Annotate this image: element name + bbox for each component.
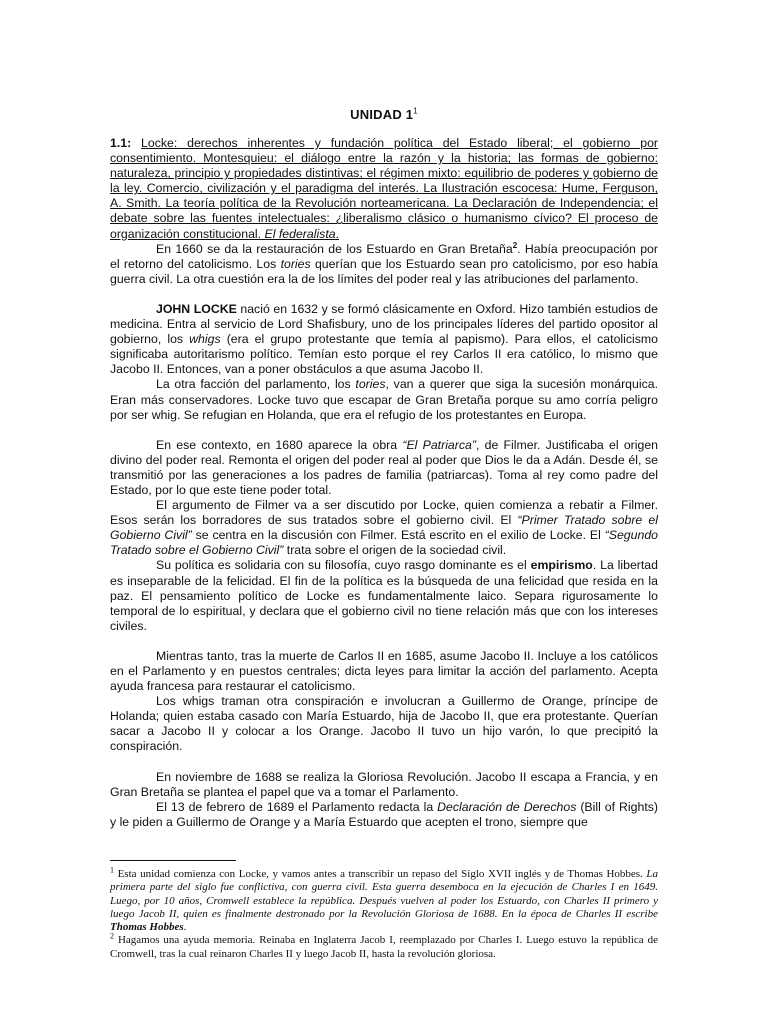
paragraph-john-locke [110,302,658,377]
p2-text-a: nació en 1632 y se formó clásicamente en Oxford. Hizo también estudios de medicina. Entra al servicio de Lord Shafisbury, uno de los principales líderes del partido opositor al gobierno, los [110,301,658,347]
footnote-2 [110,931,658,961]
p5-text-b: se centra en la discusión con Filmer. Está escrito en el exilio de Locke. El [191,528,605,543]
p1-italic-tories: tories [280,256,311,271]
paragraph-bill-of-rights [110,800,658,830]
p5-text-c: trata sobre el origen de la sociedad civil. [283,543,507,558]
footnote-2-text: Hagamos una ayuda memoria. Reinaba en Inglaterra Jacob I, reemplazado por Charles I. Luego estuvo la república de Cromwell, tras la cual reinaron Charles II y luego Jacob II, hasta la revolución gloriosa. [110,934,658,960]
paragraph-jacobo-ii: Mientras tanto, tras la muerte de Carlos II en 1685, asume Jacobo II. Incluye a los católicos en el Parlamento y en puestos centrales; dicta leyes para limitar la acción del parlamento. Acepta ayuda francesa para restaurar el catolicismo. [110,648,658,694]
footnote-1-italic: La primera parte del siglo fue conflictiva, con guerra civil. Esta guerra desemboca en la ejecución de Charles I en 1649. Luego, por 10 años, Cromwell establece la república. Después vuelven al poder los Estuardo, con Charles II primero y luego Jacob II, quien es finalmente destronado por la Revolución Gloriosa de 1688. En la época de Charles II escribe [110,868,658,920]
p5-text-a: El argumento de Filmer va a ser discutido por Locke, quien comienza a rebatir a Filmer. Esos serán los borradores de sus tratados sobre el gobierno civil. El [110,498,658,528]
p2-italic-whigs: whigs [189,332,221,347]
paragraph-restoration [110,242,658,287]
title-footnote-ref[interactable]: 1 [413,106,418,116]
p1-text-a: En 1660 se da la restauración de los Estuardo en Gran Bretaña [156,241,513,256]
footnote-ref-2[interactable]: 2 [512,240,518,250]
paragraph-glorious-revolution: En noviembre de 1688 se realiza la Gloriosa Revolución. Jacobo II escapa a Francia, y en Gran Bretaña se plantea el papel que va a tomar el Parlamento. [110,769,658,799]
p1-text-b: . Había preocupación por el retorno del catolicismo. Los [110,241,658,271]
section-topics [110,136,658,241]
footnote-1-marker: 1 [110,865,114,875]
paragraph-gap [110,423,658,438]
section-heading [110,136,658,242]
p2-text-b: (era el grupo protestante que temía al papismo). Para ellos, el catolicismo significaba autoritarismo político. Temían esto porque el rey Carlos II era católico, lo mismo que Jacobo II. Entonces, van a poner obstáculos a que asuma Jacobo II. [110,332,658,377]
section-number: 1.1: [110,136,132,150]
p6-text-a: Su política es solidaria con su filosofía, cuyo rasgo dominante es el [156,558,531,573]
paragraph-tories [110,377,658,422]
p3-italic-tories: tories [355,377,386,392]
section-topics-end: . [335,226,340,241]
p3-text-a: La otra facción del parlamento, los [156,377,356,392]
p10-text-b: (Bill of Rights) y le piden a Guillermo de Orange y a María Estuardo que acepten el trono, siempre que [110,799,658,829]
paragraph-filmer [110,438,658,498]
footnote-1 [110,865,658,934]
footnote-divider [110,860,236,861]
footnote-1-end: . [183,921,187,934]
p5-italic-segundo-tratado: “Segundo Tratado sobre el Gobierno Civil” [110,528,659,558]
section-topics-italic: El federalista [264,226,336,241]
john-locke-name: JOHN LOCKE [156,301,237,316]
section-topics-text: Locke: derechos inherentes y fundación política del Estado liberal; el gobierno por consentimiento. Montesquieu: el diálogo entre la razón y la historia; las formas de gobierno: naturaleza, principio y propiedades distintivas; el régimen mixto: equilibrio de poderes y gobierno de la ley. Comercio, civilización y el paradigma del interés. La Ilustración escocesa: Hume, Ferguson, A. Smith. La teoría política de la Revolución norteamericana. La Declaración de Independencia; el debate sobre las fuentes intelectuales: ¿liberalismo clásico o humanismo cívico? El proceso de organización constitucional. [110,136,659,241]
page-title [0,107,768,122]
document-body [110,136,658,830]
p4-text-b: , de Filmer. Justificaba el origen divino del poder real. Remonta el origen del poder real al poder que Dios le da a Adán. Desde él, se transmitió por las generaciones a los padres de familia (patriarcas). Toma al rey como padre del Estado, por lo que este tiene poder total. [110,437,659,497]
p1-text-c: querían que los Estuardo sean pro catolicismo, por eso había guerra civil. La otra cuestión era la de los límites del poder real y las atribuciones del parlamento. [110,256,658,286]
p10-italic-declaracion: Declaración de Derechos [437,799,577,814]
p6-bold-empirismo: empirismo [530,558,593,573]
p4-italic-patriarca: “El Patriarca” [402,437,476,452]
title-text: UNIDAD 1 [350,107,414,122]
footnote-1-text: Esta unidad comienza con Locke, y vamos antes a transcribir un repaso del Siglo XVII inglés y de Thomas Hobbes. [114,868,647,880]
p10-text-a: El 13 de febrero de 1689 el Parlamento redacta la [156,799,438,814]
p4-text-a: En ese contexto, en 1680 aparece la obra [156,437,403,452]
footnote-2-marker: 2 [110,931,114,941]
paragraph-empiricism [110,558,658,633]
p6-text-b: . La libertad es inseparable de la felicidad. El fin de la política es la búsqueda de una felicidad que resida en la paz. El pensamiento político de Locke es fundamentalmente laico. Separa rigurosamente lo temporal de lo espiritual, y declara que el gobierno civil no tiene relación más que con los intereses civiles. [110,558,658,633]
footnotes [110,865,658,961]
footnote-1-hobbes: Thomas Hobbes [110,921,184,934]
paragraph-treatises [110,498,658,558]
p5-italic-primer-tratado: “Primer Tratado sobre el Gobierno Civil” [110,513,658,543]
paragraph-whigs-conspiracy: Los whigs traman otra conspiración e involucran a Guillermo de Orange, príncipe de Holanda; quien estaba casado con María Estuardo, hija de Jacobo II, que era protestante. Querían sacar a Jacobo II y colocar a los Orange. Jacobo II tuvo un hijo varón, lo que precipitó la conspiración. [110,694,658,754]
paragraph-gap [110,634,658,649]
paragraph-gap [110,287,658,302]
paragraph-gap [110,755,658,770]
p3-text-b: , van a querer que siga la sucesión monárquica. Eran más conservadores. Locke tuvo que escapar de Gran Bretaña porque su amo corría peligro por ser whig. Se refugian en Holanda, que era el refugio de los protestantes en Europa. [110,377,658,422]
